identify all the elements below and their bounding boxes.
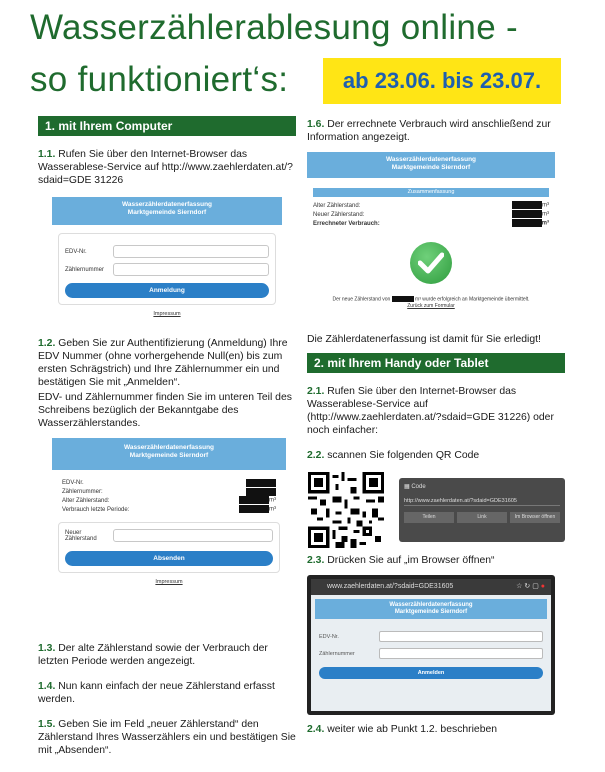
edv-row — [65, 245, 269, 258]
phone-screen — [311, 595, 551, 711]
redacted-value — [246, 479, 276, 487]
edv-input[interactable] — [379, 631, 543, 642]
unit: m³ — [269, 506, 276, 513]
step-text: scannen Sie folgenden QR Code — [327, 450, 480, 461]
form-header — [315, 599, 547, 619]
zaehler-input[interactable] — [113, 263, 269, 276]
step-1-4 — [38, 680, 296, 706]
dialog-title — [404, 483, 560, 490]
page-title-line2: so funktioniert‘s: — [30, 60, 289, 99]
step-number: 1.1. — [38, 149, 56, 160]
zaehler-row — [65, 263, 269, 276]
info-row — [62, 496, 276, 505]
step-text: Geben Sie zur Authentifizierung (Anmeldung) Ihre EDV Nummer (ohne vorhergehende Null(en) bis zum ersten Schrägstrich) und Ihre Zählernummer ein und bestätigen Sie mit „Anmelden“. — [38, 338, 288, 388]
step-2-1 — [307, 385, 565, 437]
impressum-link[interactable]: Impressum — [153, 311, 181, 317]
zaehler-input[interactable] — [379, 648, 543, 659]
meter-info — [52, 470, 286, 514]
page-title-line1: Wasserzählerablesung online - — [30, 8, 518, 47]
step-2-4 — [307, 723, 565, 736]
info-label: EDV-Nr. — [62, 479, 84, 486]
step-number: 1.2. — [38, 338, 56, 349]
unit: m³ — [542, 202, 549, 209]
qr-code-icon[interactable] — [307, 472, 385, 548]
form-header-line2: Marktgemeinde Sierndorf — [129, 452, 209, 459]
new-reading-label — [65, 530, 113, 542]
step-number: 1.3. — [38, 643, 56, 654]
info-row — [62, 487, 276, 496]
note-part2: m³ wurde erfolgreich an Marktgemeinde übermittelt. — [415, 296, 530, 303]
login-form-screenshot — [52, 197, 282, 325]
impressum-link[interactable]: Impressum — [155, 579, 183, 585]
form-header-line2: Marktgemeinde Sierndorf — [391, 164, 471, 171]
date-range-badge: ab 23.06. bis 23.07. — [323, 58, 561, 104]
step-1-1 — [38, 148, 296, 187]
share-button[interactable]: Teilen — [404, 512, 454, 523]
step-text: weiter wie ab Punkt 1.2. beschrieben — [327, 724, 498, 735]
step-text: Drücken Sie auf „im Browser öffnen“ — [327, 555, 495, 566]
info-label: Neuer Zählerstand: — [313, 211, 365, 218]
info-label: Alter Zählerstand: — [313, 202, 361, 209]
phone-browser-screenshot — [307, 575, 555, 715]
edv-label: EDV-Nr. — [65, 248, 87, 255]
step-number: 2.2. — [307, 450, 325, 461]
qr-result-dialog — [399, 478, 565, 542]
info-row — [62, 478, 276, 487]
info-row — [62, 505, 276, 514]
form-header-line1: Wasserzählerdatenerfassung — [389, 602, 473, 608]
form-header-line1: Wasserzählerdatenerfassung — [123, 444, 215, 451]
unit: m³ — [269, 497, 276, 504]
summary-subheading: Zusammenfassung — [313, 188, 549, 197]
edv-input[interactable] — [113, 245, 269, 258]
step-number: 1.5. — [38, 719, 56, 730]
qr-glyph-icon: ▦ — [404, 484, 410, 490]
step-number: 1.4. — [38, 681, 56, 692]
summary-screenshot — [307, 152, 555, 330]
step-1-2 — [38, 337, 296, 389]
new-reading-row — [65, 529, 273, 542]
redacted-value — [512, 210, 542, 218]
done-message: Die Zählerdatenerfassung ist damit für Sie erledigt! — [307, 334, 541, 345]
redacted-value — [246, 488, 276, 496]
entry-panel — [58, 522, 280, 573]
form-header-line2: Marktgemeinde Sierndorf — [394, 609, 468, 615]
unit: m³ — [541, 220, 549, 227]
step-1-6 — [307, 118, 565, 144]
absenden-button[interactable]: Absenden — [65, 551, 273, 566]
note-part1: Der neue Zählerstand von — [332, 296, 391, 303]
step-number: 2.1. — [307, 386, 325, 397]
dialog-title-text: Code — [411, 484, 426, 490]
summary-info — [307, 197, 555, 228]
open-in-browser-button[interactable]: Im Browser öffnen — [510, 512, 560, 523]
dialog-url: http://www.zaehlerdaten.at/?sdaid=GDE31605 — [404, 496, 560, 506]
anmelden-button[interactable]: Anmelden — [319, 667, 543, 679]
redacted-value — [239, 496, 269, 504]
browser-controls-icon: ☆ ↻ ▢ ● — [516, 583, 545, 590]
redacted-value — [512, 201, 542, 209]
step-1-5 — [38, 718, 296, 757]
info-row — [313, 210, 549, 219]
unit: m³ — [542, 211, 549, 218]
redacted-value — [512, 219, 542, 227]
new-reading-input[interactable] — [113, 529, 273, 542]
step-text: Nun kann einfach der neue Zählerstand erfasst werden. — [38, 681, 275, 705]
qr-section — [307, 472, 565, 548]
dialog-buttons — [404, 512, 560, 523]
back-to-form-link[interactable]: Zurück zum Formular — [407, 303, 455, 310]
right-column — [307, 116, 565, 736]
login-panel — [58, 233, 276, 305]
step-1-3 — [38, 642, 296, 668]
form-header — [52, 438, 286, 470]
form-header — [52, 197, 282, 225]
zaehler-label: Zählernummer — [65, 266, 105, 273]
edv-label: EDV-Nr. — [319, 633, 339, 640]
new-reading-label-line2: Zählerstand — [65, 535, 97, 542]
form-header — [307, 152, 555, 178]
info-label: Zählernummer: — [62, 488, 103, 495]
info-label: Alter Zählerstand: — [62, 497, 110, 504]
form-header-line2: Marktgemeinde Sierndorf — [127, 209, 207, 216]
zaehler-row — [315, 648, 547, 659]
new-reading-label-line1: Neuer — [65, 529, 82, 536]
browser-address-bar[interactable] — [311, 579, 551, 595]
section-heading-computer: 1. mit Ihrem Computer — [38, 116, 296, 136]
edv-row — [315, 631, 547, 642]
success-check-icon — [410, 242, 452, 284]
form-header-line1: Wasserzählerdatenerfassung — [385, 156, 477, 163]
step-1-2-note: EDV- und Zählernummer finden Sie im unteren Teil des Schreibens bezüglich der Bekanntgabe des Wasserzählerstandes. — [38, 392, 292, 429]
step-2-2 — [307, 449, 565, 462]
anmeldung-button[interactable]: Anmeldung — [65, 283, 269, 298]
address-text: www.zaehlerdaten.at/?sdaid=GDE31605 — [327, 583, 454, 590]
step-text: Der alte Zählerstand sowie der Verbrauch der letzten Periode werden angezeigt. — [38, 643, 268, 667]
redacted-value — [392, 296, 414, 302]
step-text: Geben Sie im Feld „neuer Zählerstand“ den Zählerstand Ihres Wasserzählers ein und bestätigen Sie mit „Absenden“. — [38, 719, 296, 756]
step-text: Rufen Sie über den Internet-Browser das Wasserablese-Service auf (http://www.zaehlerdaten.at/?sdaid=GDE 31226) oder noch einfacher: — [307, 386, 554, 436]
info-label: Errechneter Verbrauch: — [313, 220, 380, 227]
zaehler-label: Zählernummer — [319, 650, 355, 657]
link-button[interactable]: Link — [457, 512, 507, 523]
entry-form-screenshot — [52, 438, 286, 630]
info-row — [313, 219, 549, 228]
info-row — [313, 201, 549, 210]
step-text: Rufen Sie über den Internet-Browser das Wasserablese-Service auf http://www.zaehlerdaten.at/?sdaid=GDE 31226 — [38, 149, 293, 186]
submission-note — [307, 296, 555, 310]
form-header-line1: Wasserzählerdatenerfassung — [121, 201, 213, 208]
info-label: Verbrauch letzte Periode: — [62, 506, 130, 513]
left-column — [38, 116, 296, 757]
redacted-value — [239, 505, 269, 513]
step-text: Der errechnete Verbrauch wird anschließend zur Information angezeigt. — [307, 119, 551, 143]
step-number: 2.4. — [307, 724, 325, 735]
section-heading-mobile: 2. mit Ihrem Handy oder Tablet — [307, 353, 565, 373]
step-number: 2.3. — [307, 555, 325, 566]
step-number: 1.6. — [307, 119, 325, 130]
step-2-3 — [307, 554, 565, 567]
